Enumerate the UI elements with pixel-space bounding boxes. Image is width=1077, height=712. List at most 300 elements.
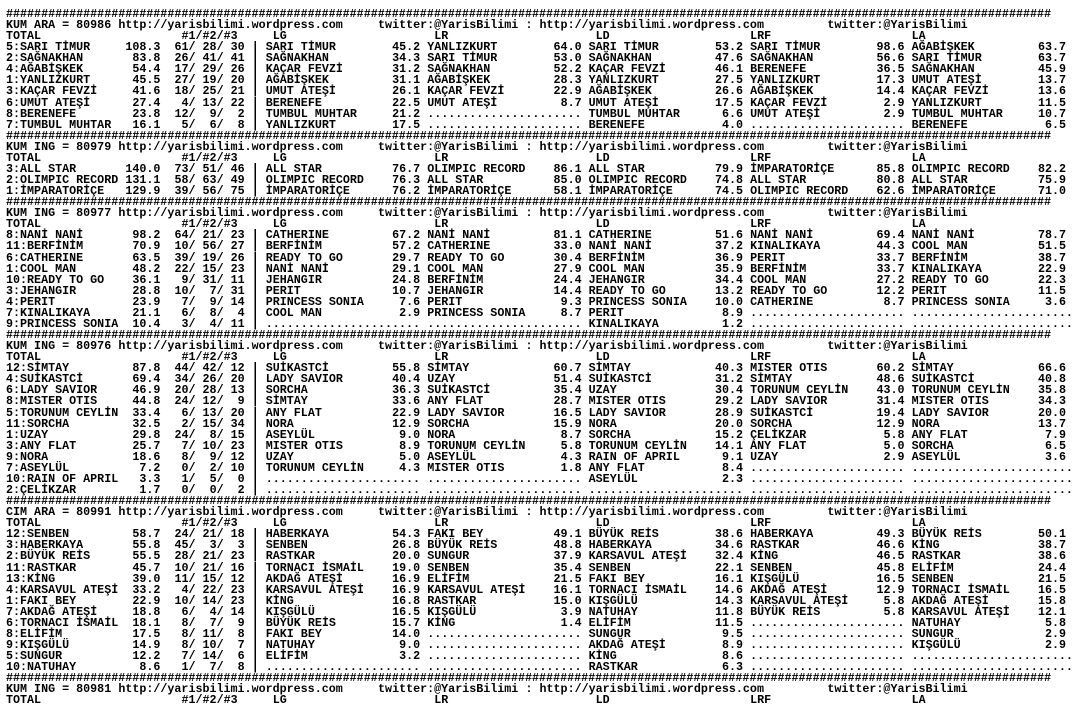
total-score: 45.5 — [132, 73, 161, 88]
lrf-score: 43.0 — [876, 383, 905, 398]
la-score: 22.3 — [1037, 272, 1066, 287]
lr-score: 48.8 — [553, 538, 582, 553]
lr-score: 58.1 — [553, 184, 582, 199]
header-lrf: LRF — [750, 29, 772, 44]
column-divider: | — [251, 615, 259, 630]
column-divider: | — [251, 460, 259, 475]
twitter-handle: twitter:@YarisBilimi — [827, 505, 968, 520]
la-empty-placeholder: ....................... — [911, 660, 1073, 675]
lr-runner-name: YANLIZKURT — [427, 40, 498, 55]
la-runner-name: SORCHA — [911, 438, 954, 453]
total-score: 28.8 — [132, 283, 161, 298]
ld-runner-name: OLIMPIC RECORD — [588, 173, 687, 188]
ld-score: 10.0 — [715, 294, 744, 309]
lr-runner-name: NANİ NANİ — [427, 228, 491, 243]
ld-score: 9.1 — [722, 449, 744, 464]
ld-score: 6.6 — [722, 106, 744, 121]
lr-score: 14.4 — [553, 283, 582, 298]
split-1: 0 — [181, 483, 189, 497]
la-score: 16.5 — [1037, 582, 1066, 597]
lr-score: 85.0 — [553, 173, 582, 188]
la-score: 71.0 — [1037, 184, 1066, 199]
split-1: 45 — [174, 538, 189, 553]
split-3: 14 — [230, 604, 245, 619]
total-runner-name: 5:TORUNUM CEYLİN — [6, 405, 119, 420]
header-lg: LG — [272, 29, 287, 44]
total-runner-name: 7:ASEYLÜL — [6, 460, 70, 475]
lg-runner-name: AĞABİŞKEK — [265, 73, 329, 88]
lr-score: 21.5 — [553, 571, 582, 586]
total-runner-name: 3:HABERKAYA — [6, 538, 84, 553]
header-lrf: LRF — [750, 350, 772, 365]
la-empty-placeholder: ....................... — [911, 305, 1073, 320]
split-3: 15 — [230, 427, 245, 442]
header-la: LA — [911, 516, 926, 531]
split-1: 8 — [181, 449, 189, 464]
header-lr: LR — [434, 29, 449, 44]
column-divider: | — [251, 383, 259, 398]
split-3: 49 — [230, 173, 245, 188]
ld-runner-name: RASTKAR — [588, 660, 638, 675]
total-score: 83.8 — [132, 51, 161, 66]
lrf-runner-name: SUİKASTCİ — [750, 405, 814, 420]
lr-runner-name: KAÇAR FEVZİ — [427, 84, 505, 99]
split-1: 8 — [181, 615, 189, 630]
lrf-runner-name: KARSAVUL ATEŞİ — [750, 593, 849, 608]
split-slash: / — [188, 272, 196, 287]
lg-score: 29.1 — [392, 261, 421, 276]
lg-score: 29.7 — [392, 250, 421, 265]
split-2: 10 — [202, 438, 217, 453]
lrf-runner-name: TORUNUM CEYLİN — [750, 383, 849, 398]
header-la: LA — [911, 150, 926, 165]
split-2: 21 — [202, 560, 217, 575]
ld-runner-name: AĞABİŞKEK — [588, 84, 652, 99]
total-runner-name: 6:TORNACI İSMAİL — [6, 615, 119, 630]
la-score: 6.5 — [1044, 438, 1066, 453]
lg-runner-name: READY TO GO — [265, 250, 343, 265]
la-runner-name: AKDAĞ ATEŞİ — [911, 593, 989, 608]
la-empty-placeholder: ....................... — [911, 471, 1073, 486]
lg-score: 76.2 — [392, 184, 421, 199]
lg-runner-name: BÜYÜK REİS — [265, 615, 336, 630]
total-runner-name: 3:KAÇAR FEVZİ — [6, 84, 98, 99]
lrf-runner-name: SARI TİMUR — [750, 40, 821, 55]
separator-colon: : — [525, 682, 533, 697]
split-2: 21 — [202, 527, 217, 542]
column-divider: | — [251, 283, 259, 298]
la-runner-name: SENBEN — [911, 571, 954, 586]
total-score: 131.1 — [125, 173, 161, 188]
la-runner-name: COOL MAN — [911, 239, 968, 254]
la-runner-name: BÜYÜK REİS — [911, 527, 982, 542]
total-runner-name: 8:ELİFİM — [6, 626, 63, 641]
total-score: 12.2 — [132, 649, 161, 664]
split-1: 4 — [181, 95, 189, 110]
la-runner-name: KİNG — [911, 538, 940, 553]
site-url: http://yarisbilimi.wordpress.com — [118, 18, 343, 33]
total-runner-name: 3:JEHANGIR — [6, 283, 77, 298]
lg-score: 45.2 — [392, 40, 421, 55]
separator-colon: : — [525, 206, 533, 221]
split-3: 13 — [230, 383, 245, 398]
split-1: 2 — [181, 416, 189, 431]
header-total: TOTAL — [6, 29, 42, 44]
lr-runner-name: RASTKAR — [427, 593, 477, 608]
lg-score: 12.9 — [392, 416, 421, 431]
total-runner-name: 10:RAIN OF APRIL — [6, 471, 119, 486]
split-slash: / — [188, 449, 196, 464]
ld-score: 38.6 — [715, 527, 744, 542]
la-score: 2.9 — [1044, 637, 1066, 652]
lrf-runner-name: KAÇAR FEVZİ — [750, 95, 828, 110]
split-1: 20 — [174, 383, 189, 398]
ld-score: 40.3 — [715, 361, 744, 376]
la-score: 7.9 — [1044, 427, 1066, 442]
column-divider: | — [251, 305, 259, 320]
total-runner-name: 1:YANLIZKURT — [6, 73, 91, 88]
split-1: 26 — [174, 51, 189, 66]
la-score: 12.1 — [1037, 604, 1066, 619]
la-empty-placeholder: ....................... — [911, 649, 1073, 664]
split-1: 24 — [174, 427, 189, 442]
la-runner-name: ELİFİM — [911, 560, 954, 575]
lr-runner-name: CATHERINE — [427, 239, 491, 254]
lg-runner-name: ALL STAR — [265, 161, 322, 176]
split-slash: / — [216, 161, 224, 176]
la-runner-name: KAÇAR FEVZİ — [911, 84, 989, 99]
ld-runner-name: TORUNUM CEYLİN — [588, 438, 687, 453]
header-lg: LG — [272, 516, 287, 531]
split-2: 63 — [202, 173, 217, 188]
header-total: TOTAL — [6, 150, 42, 165]
lr-runner-name: LADY SAVIOR — [427, 405, 505, 420]
lrf-runner-name: KIŞGÜLÜ — [750, 571, 800, 586]
la-empty-placeholder: ....................... — [911, 316, 1073, 331]
split-1: 7 — [181, 649, 189, 664]
split-3: 41 — [230, 51, 245, 66]
column-divider: | — [251, 405, 259, 420]
ld-score: 22.1 — [715, 560, 744, 575]
split-2: 8 — [209, 427, 217, 442]
split-1: 10 — [174, 283, 189, 298]
ld-score: 8.9 — [722, 637, 744, 652]
la-score: 78.7 — [1037, 228, 1066, 243]
la-runner-name: RASTKAR — [911, 549, 961, 564]
split-3: 0 — [237, 471, 245, 486]
lr-score: 8.7 — [560, 95, 582, 110]
split-slash: / — [216, 460, 224, 475]
total-score: 8.6 — [139, 660, 161, 675]
lg-score: 26.1 — [392, 84, 421, 99]
lrf-empty-placeholder: ...................... — [750, 460, 905, 475]
ld-score: 2.3 — [722, 471, 744, 486]
lr-runner-name: UZAY — [427, 372, 456, 387]
split-3: 26 — [230, 250, 245, 265]
header-total: TOTAL — [6, 350, 42, 365]
split-2: 15 — [202, 416, 217, 431]
lg-score: 31.2 — [392, 62, 421, 77]
lg-runner-name: KARSAVUL ATEŞİ — [265, 582, 364, 597]
la-runner-name: SUİKASTCİ — [911, 372, 975, 387]
header-lrf: LRF — [750, 217, 772, 232]
total-score: 21.1 — [132, 305, 161, 320]
ld-runner-name: AKDAĞ ATEŞİ — [588, 637, 666, 652]
lrf-score: 14.4 — [876, 84, 905, 99]
lg-score: 54.3 — [392, 527, 421, 542]
lg-score: 16.8 — [392, 593, 421, 608]
ld-runner-name: YANLIZKURT — [588, 73, 659, 88]
lr-empty-placeholder: ...................... — [427, 106, 582, 121]
column-divider: | — [251, 228, 259, 243]
lrf-score: 80.8 — [876, 173, 905, 188]
split-slash: / — [216, 416, 224, 431]
split-slash: / — [188, 615, 196, 630]
split-2: 4 — [209, 316, 217, 331]
lg-score: 40.4 — [392, 372, 421, 387]
lrf-score: 33.7 — [876, 250, 905, 265]
ld-runner-name: LADY SAVIOR — [588, 405, 666, 420]
total-score: 7.2 — [139, 460, 161, 475]
lg-runner-name: HABERKAYA — [265, 527, 329, 542]
lg-runner-name: TUMBUL MUHTAR — [265, 106, 357, 121]
lr-score: 3.9 — [560, 604, 582, 619]
twitter-handle: twitter:@YarisBilimi — [378, 682, 519, 697]
la-empty-placeholder: ....................... — [911, 460, 1073, 475]
lr-score: 52.2 — [553, 62, 582, 77]
split-1: 34 — [174, 372, 189, 387]
lrf-runner-name: HABERKAYA — [750, 527, 814, 542]
la-score: 63.7 — [1037, 40, 1066, 55]
header-lr: LR — [434, 150, 449, 165]
split-3: 2 — [237, 483, 245, 497]
header-splits: #1/#2/#3 — [181, 29, 238, 44]
lr-runner-name: ASEYLÜL — [427, 449, 477, 464]
lg-runner-name: YANLIZKURT — [265, 117, 336, 132]
column-divider: | — [251, 184, 259, 199]
lr-score: 5.8 — [560, 438, 582, 453]
lr-runner-name: JEHANGIR — [427, 283, 484, 298]
lr-runner-name: OLIMPIC RECORD — [427, 161, 526, 176]
split-3: 8 — [237, 660, 245, 675]
lr-runner-name: SUNGUR — [427, 549, 470, 564]
ld-runner-name: ELİFİM — [588, 615, 631, 630]
twitter-handle: twitter:@YarisBilimi — [378, 18, 519, 33]
ld-score: 74.8 — [715, 173, 744, 188]
ld-score: 16.1 — [715, 571, 744, 586]
total-runner-name: 7:AKDAĞ ATEŞİ — [6, 604, 98, 619]
ld-runner-name: RAIN OF APRIL — [588, 449, 680, 464]
ld-runner-name: PRINCESS SONIA — [588, 294, 687, 309]
lg-runner-name: NANİ NANİ — [265, 261, 329, 276]
lg-score: 9.0 — [399, 427, 421, 442]
lr-score: 51.4 — [553, 372, 582, 387]
la-score: 45.9 — [1037, 62, 1066, 77]
lg-score: 21.2 — [392, 106, 421, 121]
split-slash: / — [188, 161, 196, 176]
split-2: 25 — [202, 84, 217, 99]
total-runner-name: 4:PERIT — [6, 294, 56, 309]
split-2: 5 — [209, 471, 217, 486]
lr-runner-name: ELİFİM — [427, 571, 470, 586]
split-3: 8 — [237, 117, 245, 132]
lrf-runner-name: SİMTAY — [750, 372, 793, 387]
lrf-score: 48.6 — [876, 372, 905, 387]
split-2: 21 — [202, 549, 217, 564]
lrf-score: 36.5 — [876, 62, 905, 77]
lg-score: 22.9 — [392, 405, 421, 420]
lr-runner-name: KİNG — [427, 615, 456, 630]
ld-score: 29.2 — [715, 394, 744, 409]
split-1: 17 — [174, 62, 189, 77]
split-3: 20 — [230, 405, 245, 420]
split-2: 15 — [202, 571, 217, 586]
split-slash: / — [216, 372, 224, 387]
column-divider: | — [251, 483, 259, 497]
lrf-score: 45.8 — [876, 560, 905, 575]
ld-score: 13.2 — [715, 283, 744, 298]
ld-score: 79.9 — [715, 161, 744, 176]
total-runner-name: 6:UMUT ATEŞİ — [6, 95, 91, 110]
lrf-score: 5.8 — [883, 593, 905, 608]
total-score: 16.1 — [132, 117, 161, 132]
lr-score: 81.1 — [553, 228, 582, 243]
total-score: 22.9 — [132, 593, 161, 608]
header-ld: LD — [595, 29, 610, 44]
lg-runner-name: PRINCESS SONIA — [265, 294, 364, 309]
la-runner-name: LADY SAVIOR — [911, 405, 989, 420]
lr-score: 35.4 — [553, 560, 582, 575]
split-slash: / — [188, 261, 196, 276]
column-divider: | — [251, 427, 259, 442]
lrf-empty-placeholder: ...................... — [750, 117, 905, 132]
lr-runner-name: ANY FLAT — [427, 394, 484, 409]
split-slash: / — [216, 184, 224, 199]
la-runner-name: BERENEFE — [911, 117, 968, 132]
ld-runner-name: SARI TİMUR — [588, 40, 659, 55]
separator-colon: : — [525, 339, 533, 354]
separator: ##################################################################################################################################################### — [6, 7, 1052, 21]
split-slash: / — [216, 40, 224, 55]
ld-runner-name: TORNACI İSMAİL — [588, 582, 687, 597]
lrf-runner-name: CATHERINE — [750, 294, 814, 309]
split-2: 22 — [202, 582, 217, 597]
lrf-runner-name: YANLIZKURT — [750, 73, 821, 88]
ld-score: 27.5 — [715, 73, 744, 88]
split-1: 9 — [181, 272, 189, 287]
la-runner-name: UMUT ATEŞİ — [911, 73, 982, 88]
la-score: 6.5 — [1044, 117, 1066, 132]
split-slash: / — [188, 305, 196, 320]
split-slash: / — [188, 361, 196, 376]
split-1: 7 — [181, 294, 189, 309]
split-1: 10 — [174, 593, 189, 608]
column-divider: | — [251, 593, 259, 608]
total-score: 63.5 — [132, 250, 161, 265]
total-runner-name: 5:SUNGUR — [6, 649, 63, 664]
la-score: 21.5 — [1037, 571, 1066, 586]
split-slash: / — [188, 626, 196, 641]
split-1: 27 — [174, 73, 189, 88]
lg-score: 2.9 — [399, 305, 421, 320]
column-divider: | — [251, 471, 259, 486]
lg-runner-name: BERFİNİM — [265, 239, 322, 254]
split-3: 6 — [237, 649, 245, 664]
split-slash: / — [216, 405, 224, 420]
split-slash: / — [216, 538, 224, 553]
split-2: 15 — [202, 261, 217, 276]
lg-runner-name: LADY SAVIOR — [265, 372, 343, 387]
lg-score: 33.6 — [392, 394, 421, 409]
column-divider: | — [251, 316, 259, 331]
total-runner-name: 9:PRINCESS SONIA — [6, 316, 119, 331]
lr-score: 24.4 — [553, 272, 582, 287]
total-runner-name: 11:RASTKAR — [6, 560, 77, 575]
lrf-score: 8.7 — [883, 294, 905, 309]
split-slash: / — [216, 527, 224, 542]
lr-runner-name: AĞABİŞKEK — [427, 73, 491, 88]
header-splits: #1/#2/#3 — [181, 150, 238, 165]
split-1: 6 — [181, 305, 189, 320]
split-slash: / — [188, 483, 196, 497]
split-1: 39 — [174, 250, 189, 265]
lrf-score: 98.6 — [876, 40, 905, 55]
lrf-score: 27.2 — [876, 272, 905, 287]
split-3: 12 — [230, 449, 245, 464]
split-3: 23 — [230, 593, 245, 608]
lr-runner-name: UMUT ATEŞİ — [427, 95, 498, 110]
lg-score: 15.7 — [392, 615, 421, 630]
total-score: 39.0 — [132, 571, 161, 586]
split-2: 3 — [209, 538, 217, 553]
la-empty-placeholder: ....................... — [911, 483, 1073, 497]
column-divider: | — [251, 239, 259, 254]
split-2: 14 — [202, 649, 217, 664]
split-slash: / — [216, 660, 224, 675]
split-slash: / — [216, 604, 224, 619]
total-runner-name: 1:UZAY — [6, 427, 49, 442]
total-score: 27.4 — [132, 95, 161, 110]
split-slash: / — [216, 427, 224, 442]
split-slash: / — [216, 483, 224, 497]
ld-runner-name: İMPARATORİÇE — [588, 184, 673, 199]
site-url: http://yarisbilimi.wordpress.com — [118, 206, 343, 221]
header-total: TOTAL — [6, 217, 42, 232]
la-score: 34.3 — [1037, 394, 1066, 409]
lrf-empty-placeholder: ...................... — [750, 483, 905, 497]
separator-colon: : — [525, 18, 533, 33]
ld-score: 36.9 — [715, 250, 744, 265]
total-score: 10.4 — [132, 316, 161, 331]
separator: ##################################################################################################################################################### — [6, 195, 1052, 210]
lg-runner-name: İMPARATORİÇE — [265, 184, 350, 199]
la-runner-name: ASEYLÜL — [911, 449, 961, 464]
lr-runner-name: READY TO GO — [427, 250, 505, 265]
lrf-runner-name: BERFİNİM — [750, 261, 807, 276]
split-3: 8 — [237, 626, 245, 641]
split-2: 10 — [202, 637, 217, 652]
split-3: 11 — [230, 316, 245, 331]
ld-runner-name: TUMBUL MUHTAR — [588, 106, 680, 121]
lg-score: 17.5 — [392, 117, 421, 132]
split-2: 0 — [209, 483, 217, 497]
lr-empty-placeholder: ...................... — [427, 626, 582, 641]
lr-score: 22.9 — [553, 84, 582, 99]
lg-score: 3.2 — [399, 649, 421, 664]
total-runner-name: 10:NATUHAY — [6, 660, 77, 675]
ld-score: 4.0 — [722, 117, 744, 132]
split-slash: / — [216, 283, 224, 298]
